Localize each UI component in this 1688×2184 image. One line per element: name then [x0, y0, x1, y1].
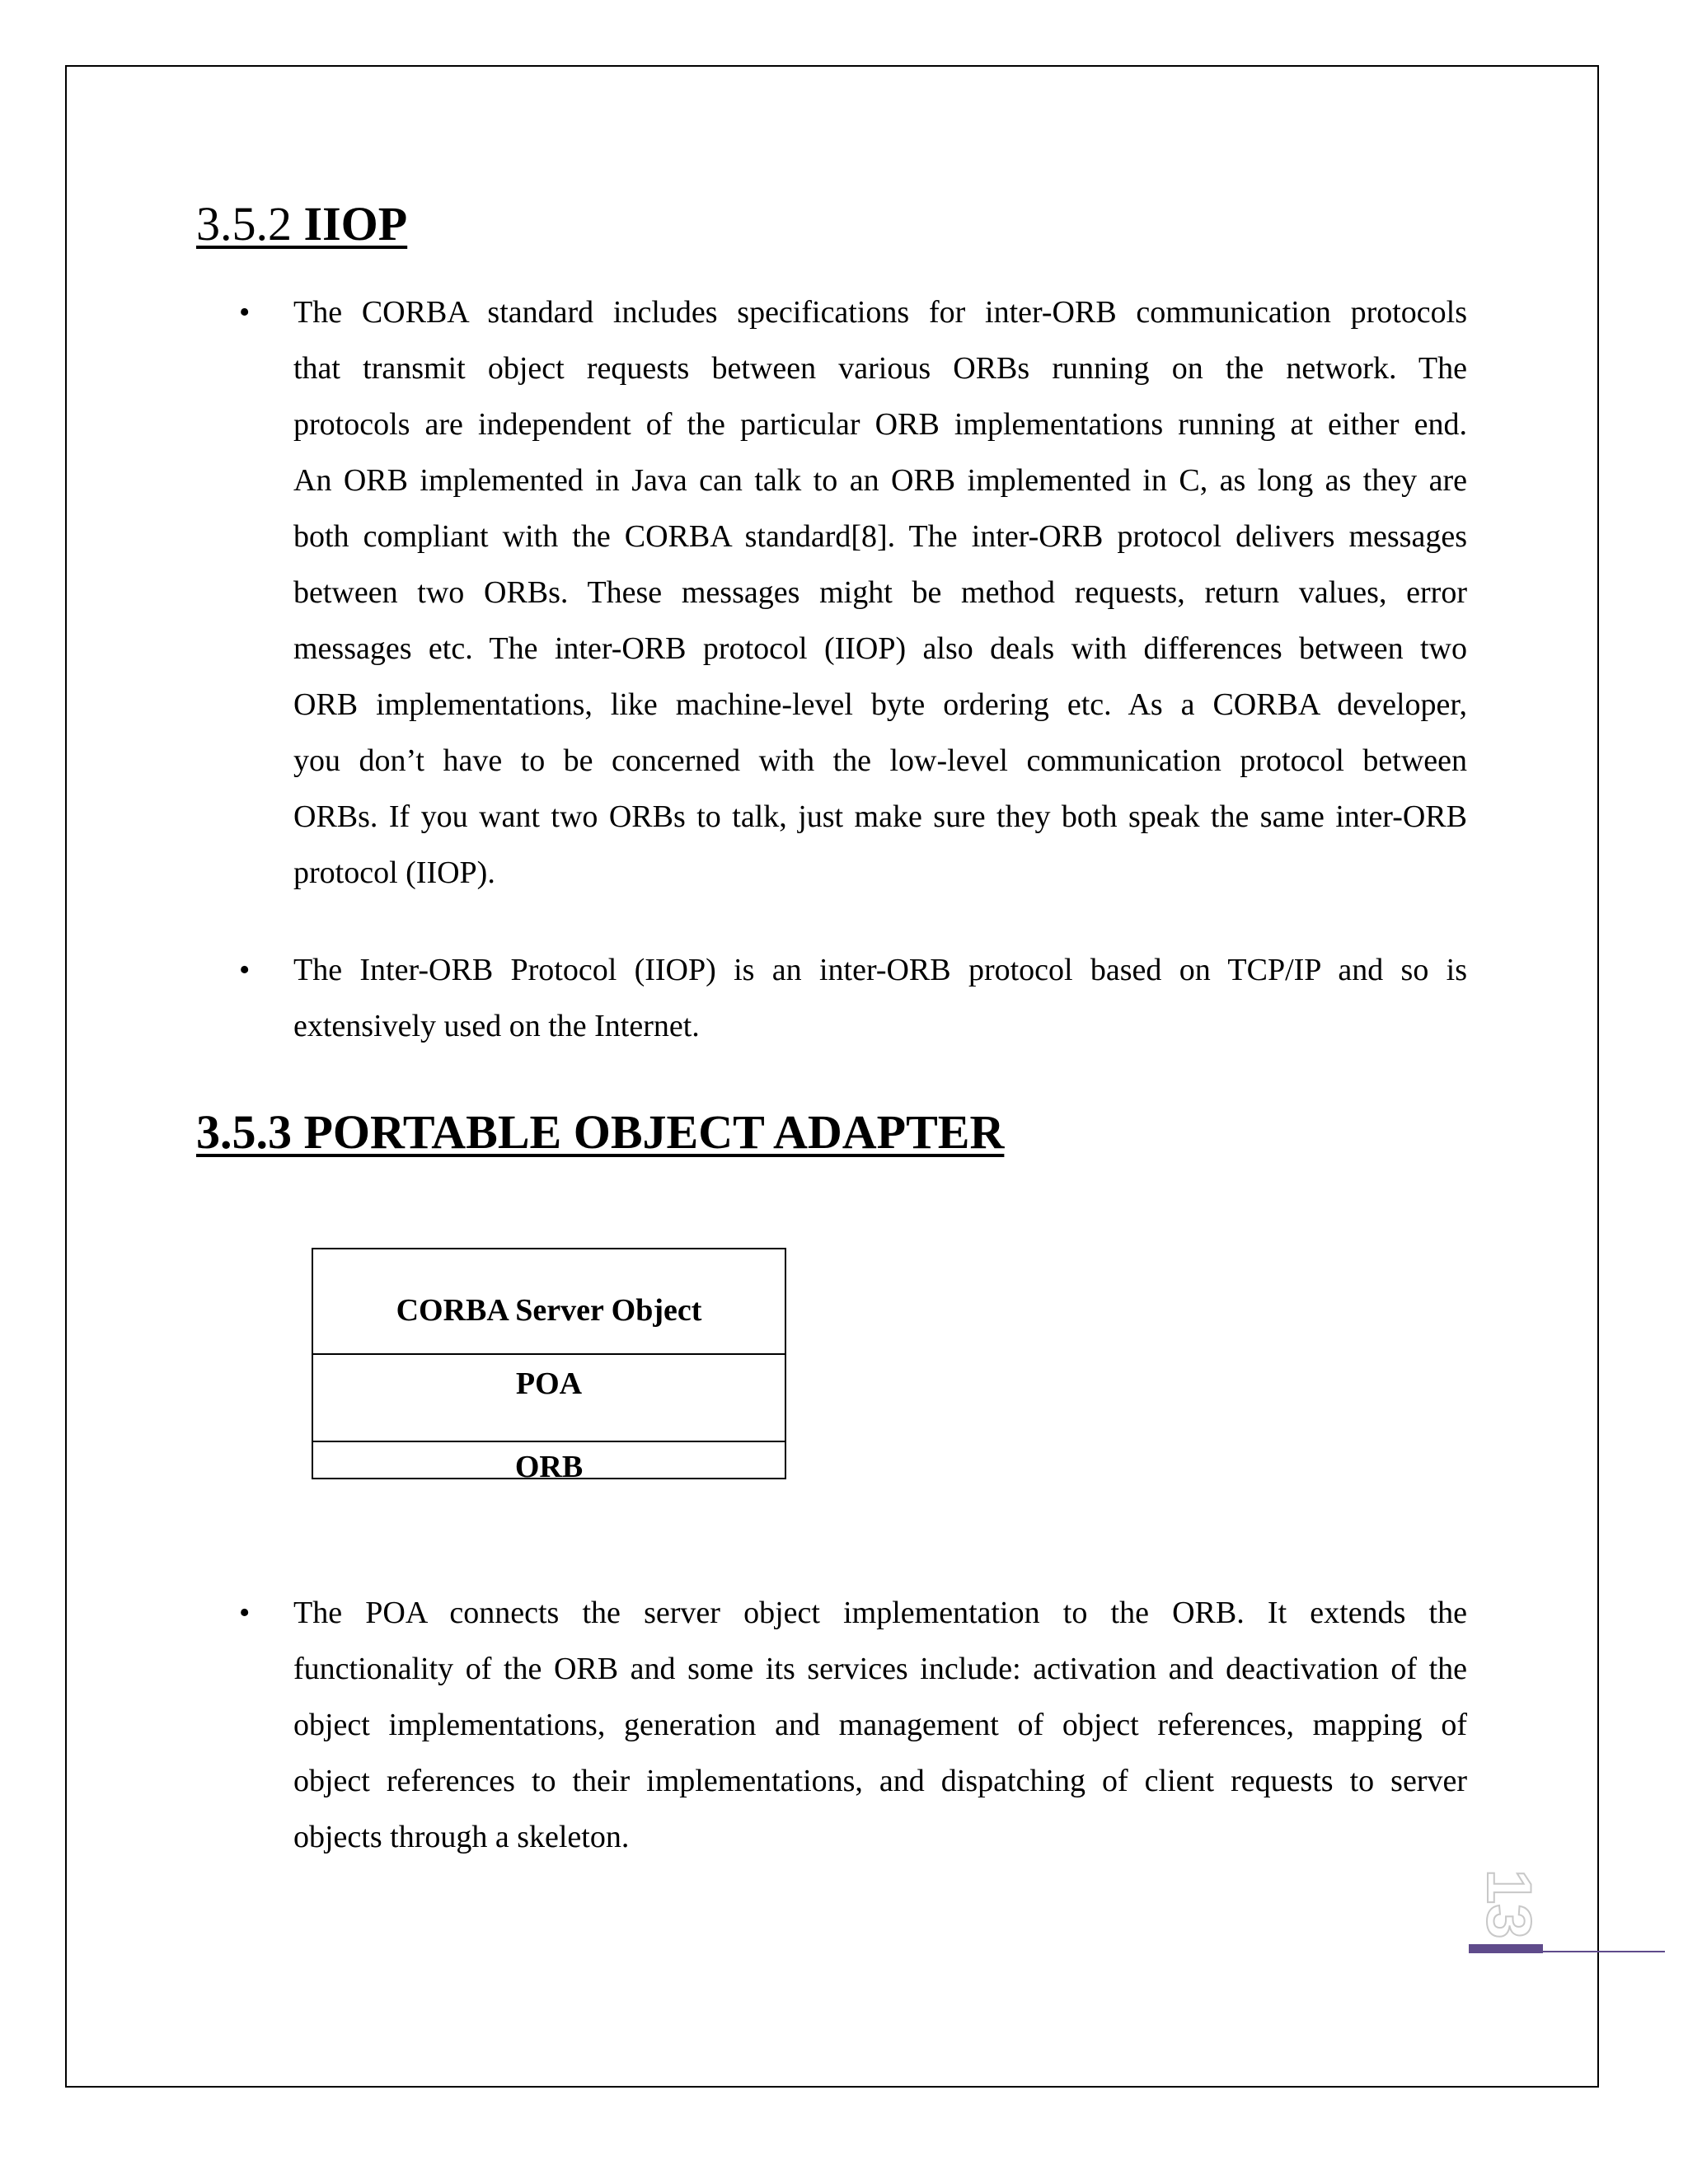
page-number: 13: [1474, 1869, 1544, 1939]
text-line: protocols are independent of the particular ORB implementations running at either end.: [293, 407, 1467, 442]
text-line: The CORBA standard includes specifications for inter-ORB communication protocols: [293, 295, 1467, 330]
text-line: that transmit object requests between various ORBs running on the network. The: [293, 351, 1467, 386]
text-line: The POA connects the server object implementation to the ORB. It extends the: [293, 1596, 1467, 1630]
diagram-layer-poa: POA: [313, 1355, 785, 1442]
diagram-layer-orb: ORB: [514, 1450, 584, 1479]
text-line: object references to their implementations, and dispatching of client requests to server: [293, 1764, 1467, 1798]
text-line: functionality of the ORB and some its services include: activation and deactivation of the: [293, 1652, 1467, 1686]
footer-accent-line: [1543, 1951, 1665, 1952]
footer-accent-bar: [1469, 1944, 1543, 1953]
text-line: ORB implementations, like machine-level byte ordering etc. As a CORBA developer,: [293, 687, 1467, 722]
poa-layer-diagram: [312, 1248, 786, 1479]
text-line: An ORB implemented in Java can talk to an ORB implemented in C, as long as they are: [293, 463, 1467, 498]
section-heading-poa: [196, 1105, 1005, 1159]
text-line: The Inter-ORB Protocol (IIOP) is an inter-ORB protocol based on TCP/IP and so is: [293, 953, 1467, 987]
bullet-paragraph: [239, 942, 1467, 1054]
text-line: ORBs. If you want two ORBs to talk, just make sure they both speak the same inter-ORB: [293, 799, 1467, 834]
text-line: objects through a skeleton.: [293, 1820, 630, 1854]
section-title: IIOP: [303, 197, 408, 251]
text-line: protocol (IIOP).: [293, 855, 495, 890]
bullet-paragraph: [239, 284, 1467, 901]
section-title: 3.5.3 PORTABLE OBJECT ADAPTER: [196, 1105, 1005, 1159]
diagram-layer-server-object: CORBA Server Object: [313, 1249, 785, 1355]
text-line: messages etc. The inter-ORB protocol (IIOP) also deals with differences between two: [293, 631, 1467, 666]
text-line: extensively used on the Internet.: [293, 1009, 700, 1043]
bullet-dot-icon: •: [239, 295, 251, 330]
text-line: between two ORBs. These messages might be method requests, return values, error: [293, 575, 1467, 610]
bullet-paragraph: [239, 1585, 1467, 1865]
text-line: both compliant with the CORBA standard[8]. The inter-ORB protocol delivers messages: [293, 519, 1467, 554]
bullet-dot-icon: •: [239, 953, 251, 987]
bullet-dot-icon: •: [239, 1596, 251, 1630]
text-line: you don’t have to be concerned with the low-level communication protocol between: [293, 743, 1467, 778]
section-heading-iiop: [196, 197, 408, 251]
text-line: object implementations, generation and management of object references, mapping of: [293, 1708, 1467, 1742]
section-number: 3.5.2: [196, 197, 304, 251]
